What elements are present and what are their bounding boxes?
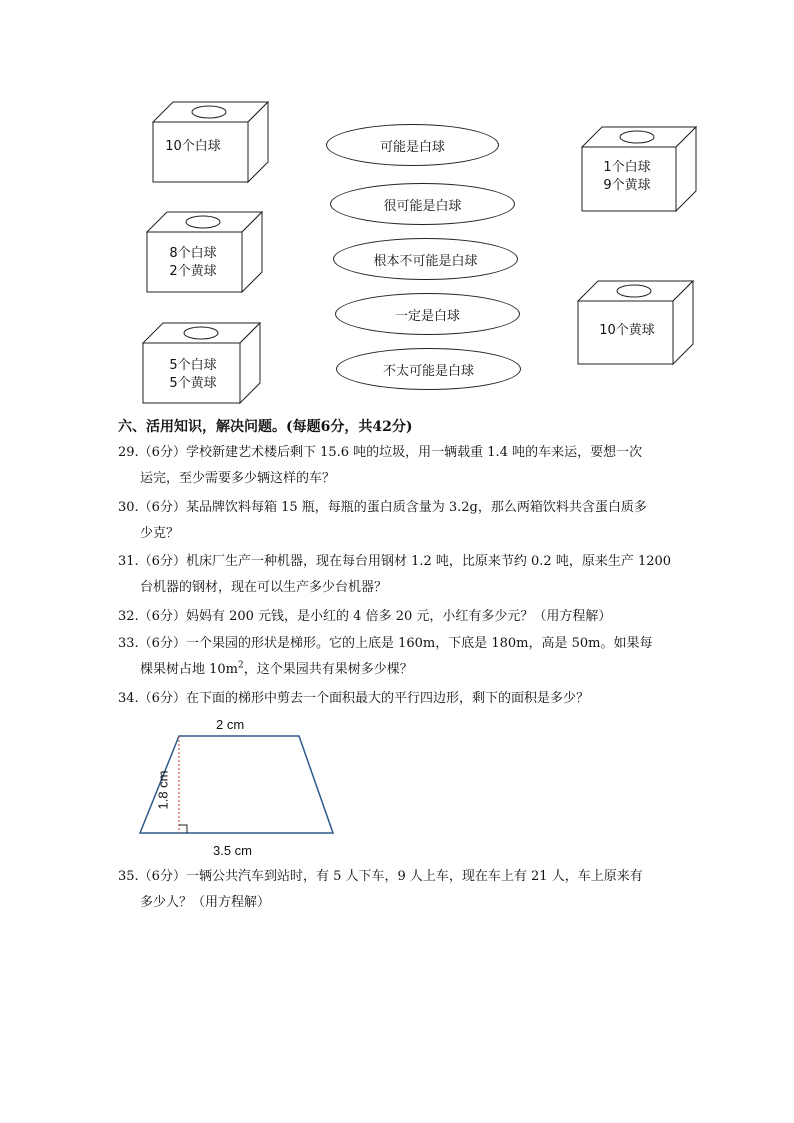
question-34 [118, 686, 684, 712]
question-32 [118, 604, 684, 630]
height-label: 1.8 cm [155, 770, 171, 810]
box-label-line: 9个黄球 [603, 178, 651, 193]
trapezoid-figure [130, 712, 350, 862]
question-text: 31.（6分）机床厂生产一种机器，现在每台用钢材 1.2 吨，比原来节约 0.2 吨，原来生产 1200 [118, 554, 672, 569]
question-text-cont: 台机器的钢材，现在可以生产多少台机器？ [140, 580, 388, 595]
question-text: 29.（6分）学校新建艺术楼后剩下 15.6 吨的垃圾，用一辆载重 1.4 吨的车来运，要想一次 [118, 445, 643, 460]
box-label-line: 10个黄球 [599, 323, 655, 338]
question-text: 33.（6分）一个果园的形状是梯形。它的上底是 160m，下底是 180m，高是 50m。如果每 [118, 636, 653, 651]
box-label-line: 5个黄球 [169, 376, 217, 391]
oval-label: 可能是白球 [379, 139, 445, 155]
question-text-cont: 少克？ [140, 526, 180, 541]
question-text-cont: 多少人？（用方程解） [140, 895, 271, 910]
oval-label: 一定是白球 [394, 308, 460, 324]
question-33 [118, 631, 684, 683]
option-oval-impossible[interactable] [333, 238, 518, 280]
box-label-line: 8个白球 [169, 246, 217, 261]
box-label-line: 1个白球 [603, 160, 651, 175]
question-29 [118, 440, 684, 492]
section-title: 六、活用知识，解决问题。(每题6分，共42分) [118, 419, 413, 435]
question-text: 30.（6分）某品牌饮料每箱 15 瓶，每瓶的蛋白质含量为 3.2g，那么两箱饮料共含蛋白质多 [118, 500, 647, 515]
top-base-label: 2 cm [216, 717, 245, 732]
question-text: 32.（6分）妈妈有 200 元钱，是小红的 4 倍多 20 元，小红有多少元？（用方程解） [118, 609, 612, 624]
question-text-cont [118, 657, 684, 683]
option-oval-likely[interactable] [330, 183, 515, 225]
question-text-cont: 运完，至少需要多少辆这样的车？ [140, 471, 336, 486]
option-oval-possible[interactable] [326, 124, 499, 166]
oval-label: 很可能是白球 [383, 198, 462, 214]
oval-label: 根本不可能是白球 [373, 253, 478, 269]
oval-label: 不太可能是白球 [382, 363, 474, 379]
question-text-part: 棵果树占地 10m [140, 662, 239, 677]
question-text: 34.（6分）在下面的梯形中剪去一个面积最大的平行四边形，剩下的面积是多少？ [118, 691, 589, 706]
question-30 [118, 495, 684, 547]
box-label-line: 10个白球 [165, 139, 221, 154]
question-35 [118, 864, 684, 916]
bottom-base-label: 3.5 cm [213, 843, 253, 858]
question-31 [118, 549, 684, 601]
option-oval-certain[interactable] [335, 293, 520, 335]
option-oval-unlikely[interactable] [336, 348, 521, 390]
question-text: 35.（6分）一辆公共汽车到站时，有 5 人下车，9 人上车，现在车上有 21 人，车上原来有 [118, 869, 643, 884]
box-label-line: 2个黄球 [169, 264, 217, 279]
question-text-part: ，这个果园共有果树多少棵？ [243, 662, 413, 677]
box-label-line: 5个白球 [169, 358, 217, 373]
superscript: 2 [238, 660, 244, 671]
